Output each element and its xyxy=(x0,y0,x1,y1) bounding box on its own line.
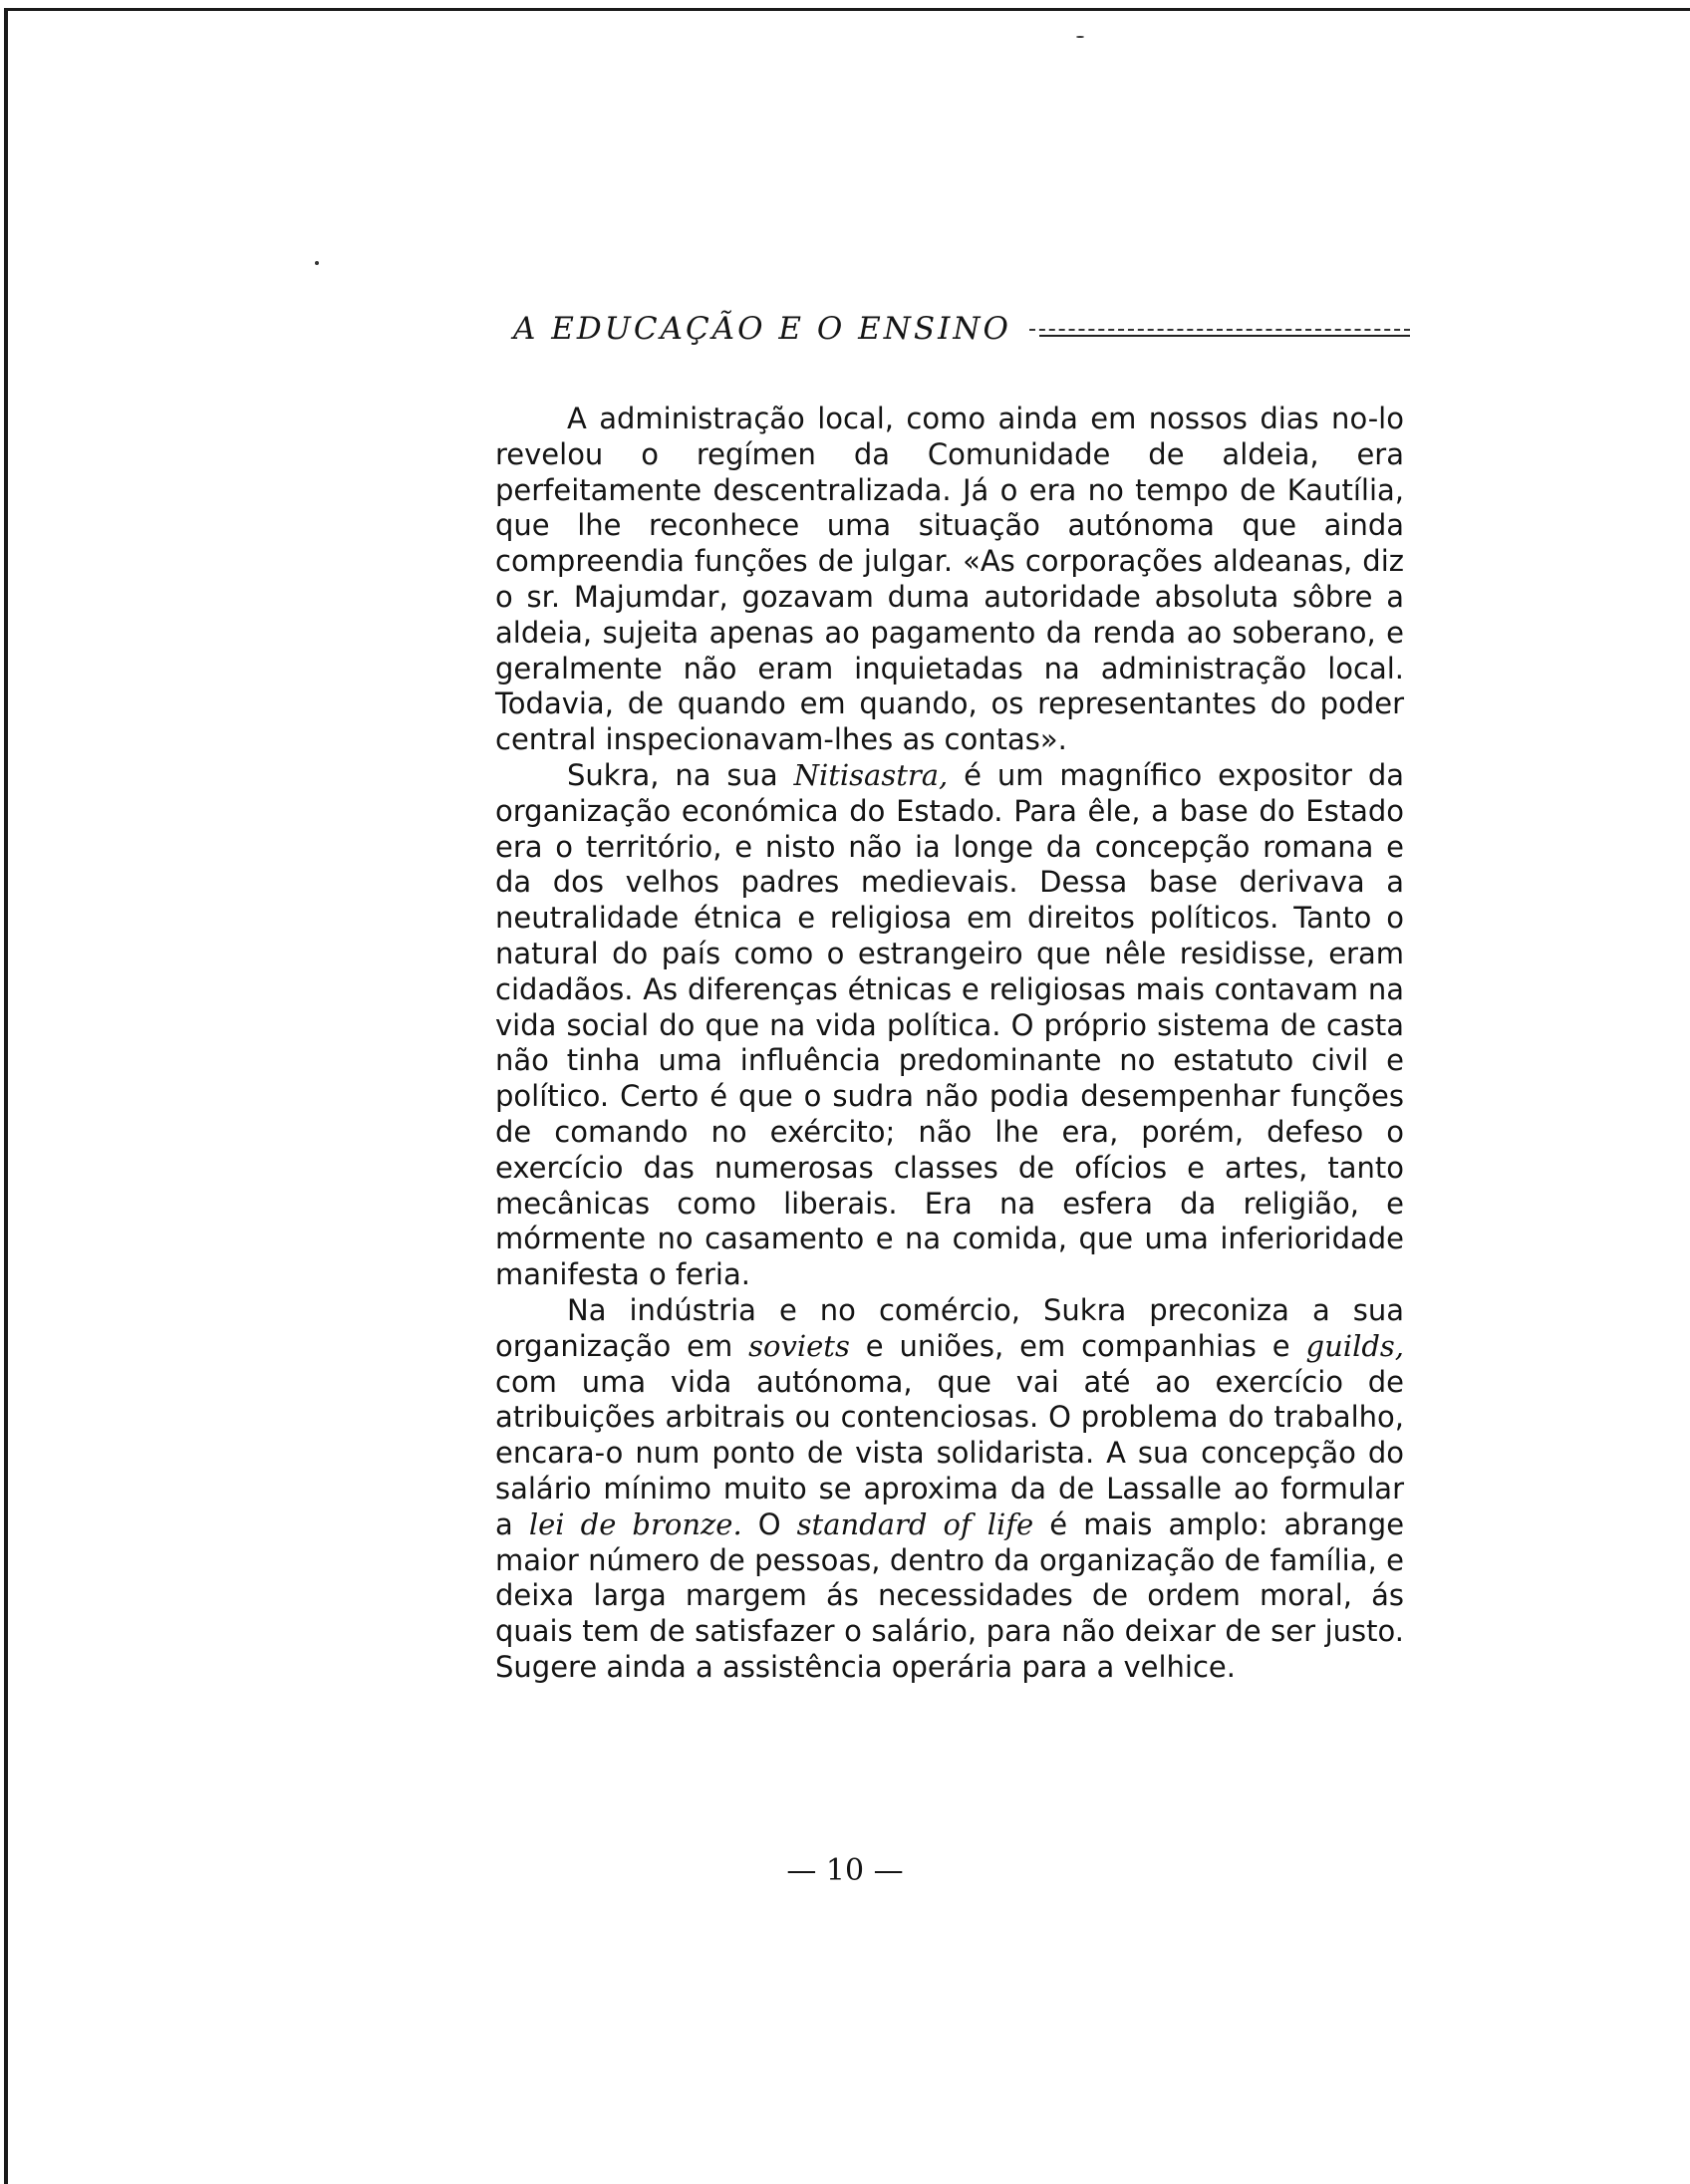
scan-speck xyxy=(1076,36,1084,38)
running-head xyxy=(513,307,1410,351)
paragraph-2-text-a: Sukra, na sua xyxy=(567,757,778,792)
paragraph-3-text-a: Na indústria e no comércio, Sukra preconiza a sua organização em xyxy=(495,1292,1404,1363)
paragraph-2-text-b: é um magnífico expositor da organização económica do Estado. Para êle, a base do Estado era o território, e nisto não ia longe da concepção romana e da dos velhos padres medievais. Dessa base derivava a neutralidade étnica e religiosa em direitos políticos. Tanto o natural do país como o estrangeiro que nêle residisse, eram cidadãos. As diferenças étnicas e religiosas mais contavam na vida social do que na vida política. O próprio sistema de casta não tinha uma influência predominante no estatuto civil e político. Certo é que o sudra não podia desempenhar funções de comando no exército; não lhe era, porém, defeso o exercício das numerosas classes de ofícios e artes, tanto mecânicas como liberais. Era na esfera da religião, e mórmente no casamento e na comida, que uma inferioridade manifesta o feria. xyxy=(495,757,1405,1292)
body-text xyxy=(495,402,1404,1686)
term-lei-de-bronze: lei de bronze. xyxy=(528,1506,742,1541)
header-rule xyxy=(1029,327,1410,341)
paragraph-1: A administração local, como ainda em nossos dias no-lo revelou o regímen da Comunidade de aldeia, era perfeitamente descentralizada. Já o era no tempo de Kautília, que lhe reconhece uma situação autónoma que ainda compreendia funções de julgar. «As corporações aldeanas, diz o sr. Majumdar, gozavam duma autoridade absoluta sôbre a aldeia, sujeita apenas ao pagamento da renda ao soberano, e geralmente não eram inquietadas na administração local. Todavia, de quando em quando, os representantes do poder central inspecionavam-lhes as contas». xyxy=(495,402,1404,757)
paragraph-2 xyxy=(495,758,1404,1293)
term-standard-of-life: standard of life xyxy=(796,1506,1034,1541)
running-title: A EDUCAÇÃO E O ENSINO xyxy=(513,311,1011,347)
paragraph-3 xyxy=(495,1293,1404,1686)
paragraph-3-text-d: O xyxy=(757,1506,781,1541)
scan-speck xyxy=(315,261,319,265)
page-number: — 10 — xyxy=(786,1853,904,1888)
paragraph-3-text-e: é mais amplo: abrange maior número de pessoas, dentro da organização de família, e deixa larga margem ás necessidades de ordem moral, ás quais tem de satisfazer o salário, para não deixar de ser justo. Sugere ainda a assistência operária para a velhice. xyxy=(495,1506,1405,1684)
paragraph-3-text-c: com uma vida autónoma, que vai até ao exercício de atribuições arbitrais ou contenciosas. O problema do trabalho, encara-o num ponto de vista solidarista. A sua concepção do salário mínimo muito se aproxima da de Lassalle ao formular a xyxy=(495,1364,1404,1541)
term-soviets: soviets xyxy=(748,1328,850,1363)
paragraph-3-text-b: e uniões, em companhias e xyxy=(865,1328,1290,1363)
work-title-nitisastra: Nitisastra, xyxy=(793,757,949,792)
scan-border-top xyxy=(4,8,1690,11)
term-guilds: guilds, xyxy=(1305,1328,1405,1363)
